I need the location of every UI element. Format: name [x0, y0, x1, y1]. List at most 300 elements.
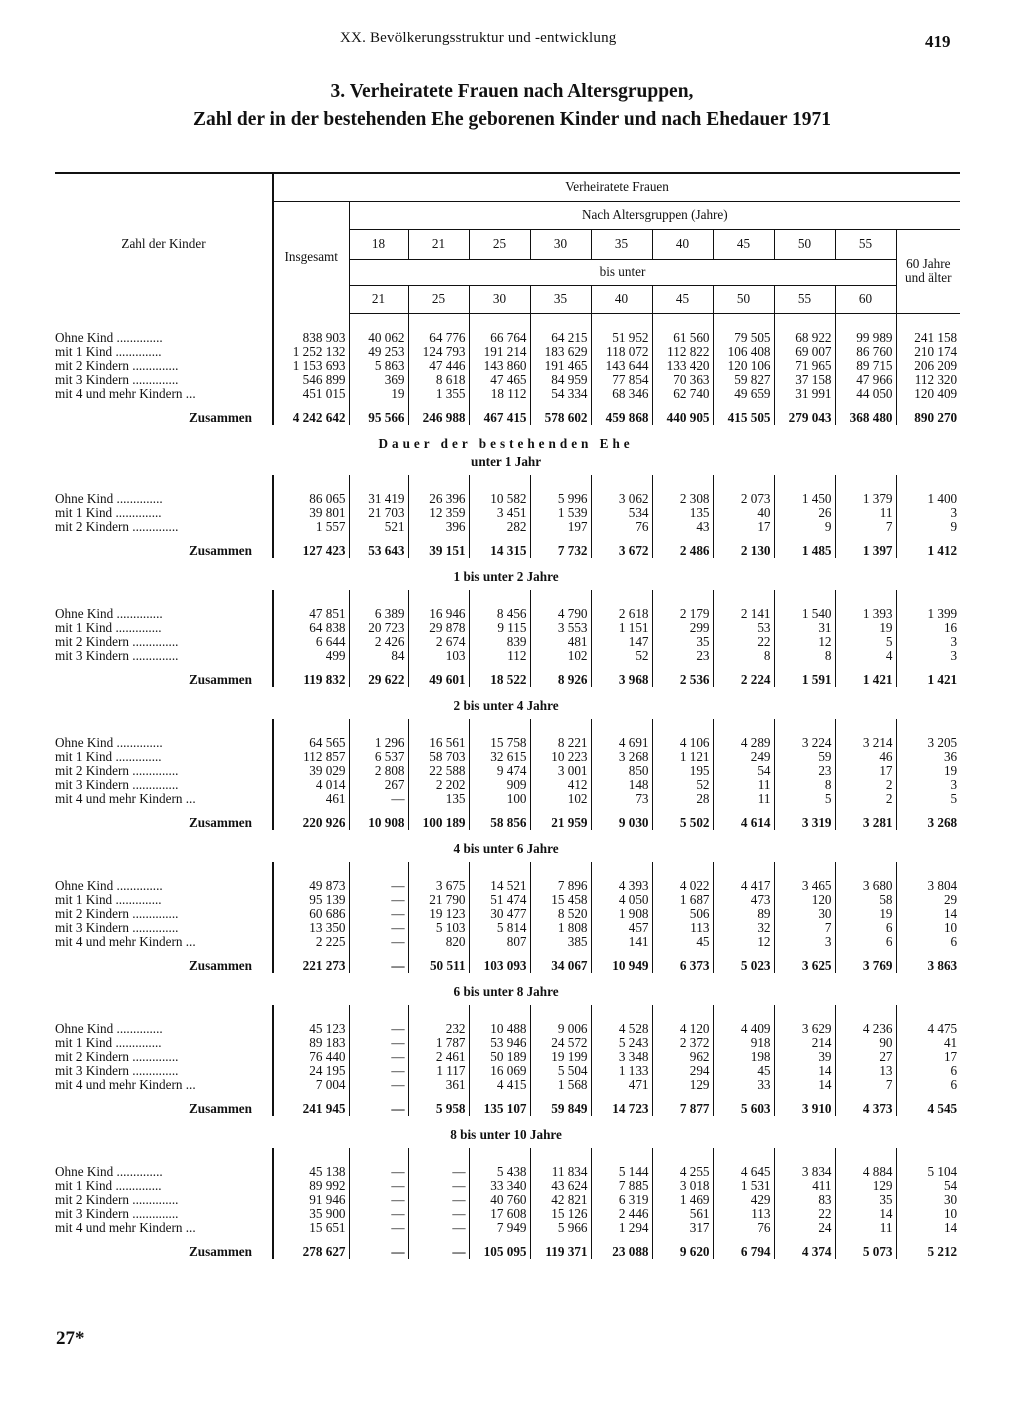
table-row	[55, 387, 960, 401]
value-cell: 5 212	[896, 1235, 960, 1259]
value-cell: 106 408	[713, 345, 774, 359]
value-cell: 118 072	[591, 345, 652, 359]
row-label: mit 1 Kind ..............	[55, 504, 162, 520]
value-cell: 3 451	[469, 506, 530, 520]
value-cell: 1 133	[591, 1064, 652, 1078]
value-cell: 24 572	[530, 1036, 591, 1050]
value-cell: 5 103	[408, 921, 469, 935]
value-cell: 53 946	[469, 1036, 530, 1050]
table-row	[55, 1050, 960, 1064]
section-heading-row	[55, 830, 960, 862]
age-header: Nach Altersgruppen (Jahre)	[349, 201, 960, 229]
value-cell: 451 015	[273, 387, 349, 401]
table-row	[55, 1022, 960, 1036]
value-cell: 39	[774, 1050, 835, 1064]
value-cell: 40 760	[469, 1193, 530, 1207]
value-cell: 3 769	[835, 949, 896, 973]
value-cell: 17	[835, 764, 896, 778]
value-cell: 9 620	[652, 1235, 713, 1259]
row-label: mit 2 Kindern ..............	[55, 762, 179, 778]
value-cell: 317	[652, 1221, 713, 1235]
section-heading-row	[55, 973, 960, 1005]
value-cell: 11	[835, 1221, 896, 1235]
row-label: mit 2 Kindern ..............	[55, 905, 179, 921]
value-cell: 8 926	[530, 663, 591, 687]
row-label: mit 2 Kindern ..............	[55, 1191, 179, 1207]
value-cell: 73	[591, 792, 652, 806]
value-cell: 8	[713, 649, 774, 663]
value-cell: 2 073	[713, 492, 774, 506]
value-cell: 135	[408, 792, 469, 806]
value-cell: 21 703	[349, 506, 408, 520]
value-cell: 54 334	[530, 387, 591, 401]
value-cell: 457	[591, 921, 652, 935]
value-cell: 14 521	[469, 879, 530, 893]
value-cell: 3 205	[896, 736, 960, 750]
value-cell: 60 686	[273, 907, 349, 921]
age-to-header: 35	[530, 285, 591, 313]
value-cell: 17 608	[469, 1207, 530, 1221]
value-cell: 2 426	[349, 635, 408, 649]
row-label: mit 3 Kindern ..............	[55, 647, 179, 663]
value-cell: 10 949	[591, 949, 652, 973]
value-cell: 820	[408, 935, 469, 949]
value-cell: 49 253	[349, 345, 408, 359]
value-cell: 5	[774, 792, 835, 806]
total-row	[55, 534, 960, 558]
value-cell: 129	[652, 1078, 713, 1092]
age-60-plus-header: 60 Jahre und älter	[896, 229, 960, 313]
age-from-header: 18	[349, 229, 408, 259]
value-cell: —	[349, 1092, 408, 1116]
value-cell: 3 062	[591, 492, 652, 506]
value-cell: —	[349, 1064, 408, 1078]
value-cell: 4 255	[652, 1165, 713, 1179]
age-from-header: 50	[774, 229, 835, 259]
value-cell: 5 863	[349, 359, 408, 373]
section-subtitle: unter 1 Jahr	[471, 453, 542, 469]
value-cell: 1 485	[774, 534, 835, 558]
value-cell: 12	[774, 635, 835, 649]
value-cell: 4 242 642	[273, 401, 349, 425]
value-cell: 61 560	[652, 331, 713, 345]
value-cell: 89 715	[835, 359, 896, 373]
value-cell: 5	[896, 792, 960, 806]
value-cell: 43	[652, 520, 713, 534]
value-cell: 76 440	[273, 1050, 349, 1064]
table-row	[55, 879, 960, 893]
value-cell: 52	[591, 649, 652, 663]
value-cell: 232	[408, 1022, 469, 1036]
row-label: Zusammen	[188, 542, 252, 558]
table-row	[55, 373, 960, 387]
value-cell: 4 691	[591, 736, 652, 750]
value-cell: 79 505	[713, 331, 774, 345]
value-cell: —	[349, 1050, 408, 1064]
value-cell: 3	[774, 935, 835, 949]
value-cell: 14	[896, 907, 960, 921]
value-cell: 14	[896, 1221, 960, 1235]
value-cell: 1 568	[530, 1078, 591, 1092]
value-cell: 69 007	[774, 345, 835, 359]
value-cell: 368 480	[835, 401, 896, 425]
value-cell: 62 740	[652, 387, 713, 401]
value-cell: 411	[774, 1179, 835, 1193]
value-cell: 9 030	[591, 806, 652, 830]
value-cell: 3 348	[591, 1050, 652, 1064]
value-cell: 3 465	[774, 879, 835, 893]
value-cell: 84 959	[530, 373, 591, 387]
value-cell: 5 966	[530, 1221, 591, 1235]
table-row	[55, 1078, 960, 1092]
value-cell: 112	[469, 649, 530, 663]
value-cell: 33	[713, 1078, 774, 1092]
value-cell: 4 022	[652, 879, 713, 893]
value-cell: 440 905	[652, 401, 713, 425]
value-cell: 9 474	[469, 764, 530, 778]
table-row	[55, 736, 960, 750]
section-heading-row	[55, 425, 960, 475]
value-cell: 14 315	[469, 534, 530, 558]
value-cell: 68 922	[774, 331, 835, 345]
value-cell: 4 106	[652, 736, 713, 750]
table-row	[55, 635, 960, 649]
value-cell: 124 793	[408, 345, 469, 359]
value-cell: —	[349, 1165, 408, 1179]
value-cell: 4 393	[591, 879, 652, 893]
table-row	[55, 778, 960, 792]
value-cell: 5 502	[652, 806, 713, 830]
value-cell: 64 565	[273, 736, 349, 750]
table-row	[55, 359, 960, 373]
value-cell: 7	[835, 520, 896, 534]
value-cell: —	[349, 893, 408, 907]
value-cell: 6 537	[349, 750, 408, 764]
value-cell: 5 504	[530, 1064, 591, 1078]
value-cell: 8 520	[530, 907, 591, 921]
value-cell: 91 946	[273, 1193, 349, 1207]
table-row	[55, 607, 960, 621]
value-cell: —	[349, 792, 408, 806]
table-row	[55, 1179, 960, 1193]
value-cell: 534	[591, 506, 652, 520]
value-cell: 16 561	[408, 736, 469, 750]
age-to-header: 40	[591, 285, 652, 313]
value-cell: 54	[713, 764, 774, 778]
value-cell: 220 926	[273, 806, 349, 830]
age-from-header: 45	[713, 229, 774, 259]
row-label: mit 2 Kindern ..............	[55, 518, 179, 534]
value-cell: 53	[713, 621, 774, 635]
value-cell: 113	[713, 1207, 774, 1221]
value-cell: 39 029	[273, 764, 349, 778]
value-cell: 3 268	[896, 806, 960, 830]
value-cell: 16 069	[469, 1064, 530, 1078]
value-cell: 34 067	[530, 949, 591, 973]
value-cell: 15 458	[530, 893, 591, 907]
value-cell: 76	[591, 520, 652, 534]
value-cell: 2	[835, 792, 896, 806]
value-cell: 546 899	[273, 373, 349, 387]
row-label: Ohne Kind ..............	[55, 877, 163, 893]
value-cell: 3 672	[591, 534, 652, 558]
total-row	[55, 949, 960, 973]
value-cell: 4 884	[835, 1165, 896, 1179]
row-label: mit 1 Kind ..............	[55, 891, 162, 907]
value-cell: 1 450	[774, 492, 835, 506]
value-cell: 20 723	[349, 621, 408, 635]
table-row	[55, 764, 960, 778]
value-cell: 51 474	[469, 893, 530, 907]
value-cell: 2 141	[713, 607, 774, 621]
value-cell: 30	[896, 1193, 960, 1207]
value-cell: 3 910	[774, 1092, 835, 1116]
value-cell: 9 006	[530, 1022, 591, 1036]
age-to-header: 21	[349, 285, 408, 313]
section-spacer	[55, 719, 960, 736]
value-cell: 2 224	[713, 663, 774, 687]
age-to-header: 25	[408, 285, 469, 313]
value-cell: 4 409	[713, 1022, 774, 1036]
total-row	[55, 401, 960, 425]
row-label: mit 3 Kindern ..............	[55, 1062, 179, 1078]
value-cell: 31	[774, 621, 835, 635]
value-cell: 10 908	[349, 806, 408, 830]
value-cell: 197	[530, 520, 591, 534]
row-label: mit 1 Kind ..............	[55, 343, 162, 359]
value-cell: 191 214	[469, 345, 530, 359]
table-row	[55, 893, 960, 907]
value-cell: 3	[896, 778, 960, 792]
value-cell: 11	[713, 778, 774, 792]
value-cell: 31 991	[774, 387, 835, 401]
value-cell: 5 144	[591, 1165, 652, 1179]
value-cell: 7 004	[273, 1078, 349, 1092]
age-from-header: 40	[652, 229, 713, 259]
value-cell: 1 252 132	[273, 345, 349, 359]
value-cell: 1 557	[273, 520, 349, 534]
value-cell: 3 680	[835, 879, 896, 893]
value-cell: 473	[713, 893, 774, 907]
section-title: Dauer der bestehenden Ehe	[378, 435, 634, 451]
total-row	[55, 1092, 960, 1116]
row-label: Ohne Kind ..............	[55, 490, 163, 506]
row-label: Zusammen	[188, 957, 252, 973]
value-cell: 369	[349, 373, 408, 387]
value-cell: 141	[591, 935, 652, 949]
table-row	[55, 1036, 960, 1050]
value-cell: —	[349, 1207, 408, 1221]
value-cell: 3 804	[896, 879, 960, 893]
section-spacer	[55, 1148, 960, 1165]
value-cell: 8 618	[408, 373, 469, 387]
value-cell: 103 093	[469, 949, 530, 973]
row-label: mit 4 und mehr Kindern ...	[55, 1219, 196, 1235]
value-cell: 19 199	[530, 1050, 591, 1064]
value-cell: 22	[774, 1207, 835, 1221]
value-cell: 32 615	[469, 750, 530, 764]
value-cell: 1 117	[408, 1064, 469, 1078]
value-cell: 6	[896, 1064, 960, 1078]
value-cell: 120 409	[896, 387, 960, 401]
value-cell: 1 400	[896, 492, 960, 506]
value-cell: 9	[774, 520, 835, 534]
value-cell: 35 900	[273, 1207, 349, 1221]
total-row	[55, 806, 960, 830]
value-cell: 1 540	[774, 607, 835, 621]
value-cell: 3	[896, 649, 960, 663]
value-cell: 6	[896, 1078, 960, 1092]
value-cell: 3 268	[591, 750, 652, 764]
row-label: mit 4 und mehr Kindern ...	[55, 933, 196, 949]
age-to-header: 60	[835, 285, 896, 313]
value-cell: 49 601	[408, 663, 469, 687]
value-cell: 4 475	[896, 1022, 960, 1036]
row-label: Zusammen	[188, 671, 252, 687]
value-cell: 578 602	[530, 401, 591, 425]
value-cell: —	[408, 1165, 469, 1179]
value-cell: 3	[896, 635, 960, 649]
value-cell: 19	[349, 387, 408, 401]
value-cell: 45 138	[273, 1165, 349, 1179]
value-cell: 13 350	[273, 921, 349, 935]
table-row	[55, 907, 960, 921]
value-cell: 30 477	[469, 907, 530, 921]
value-cell: 86 760	[835, 345, 896, 359]
value-cell: —	[349, 1179, 408, 1193]
row-label: mit 3 Kindern ..............	[55, 371, 179, 387]
section-heading-row	[55, 558, 960, 590]
value-cell: 5 023	[713, 949, 774, 973]
table-title	[0, 78, 1024, 134]
value-cell: 3 001	[530, 764, 591, 778]
value-cell: 113	[652, 921, 713, 935]
row-label: Zusammen	[188, 1243, 252, 1259]
value-cell: 4 289	[713, 736, 774, 750]
value-cell: 105 095	[469, 1235, 530, 1259]
title-line-1: 3. Verheiratete Frauen nach Altersgruppen,	[330, 81, 694, 102]
value-cell: 191 465	[530, 359, 591, 373]
value-cell: 2 461	[408, 1050, 469, 1064]
value-cell: 4 790	[530, 607, 591, 621]
value-cell: 27	[835, 1050, 896, 1064]
section-title: 2 bis unter 4 Jahre	[453, 697, 559, 713]
row-label: Ohne Kind ..............	[55, 605, 163, 621]
value-cell: 2 536	[652, 663, 713, 687]
value-cell: 129	[835, 1179, 896, 1193]
value-cell: 35	[652, 635, 713, 649]
value-cell: 214	[774, 1036, 835, 1050]
age-to-header: 55	[774, 285, 835, 313]
age-from-header: 35	[591, 229, 652, 259]
value-cell: 1 355	[408, 387, 469, 401]
value-cell: 1 121	[652, 750, 713, 764]
value-cell: 11	[713, 792, 774, 806]
value-cell: 103	[408, 649, 469, 663]
value-cell: 41	[896, 1036, 960, 1050]
value-cell: 4 374	[774, 1235, 835, 1259]
value-cell: 210 174	[896, 345, 960, 359]
value-cell: 18 522	[469, 663, 530, 687]
value-cell: —	[349, 935, 408, 949]
value-cell: 2 808	[349, 764, 408, 778]
value-cell: 40 062	[349, 331, 408, 345]
value-cell: 64 215	[530, 331, 591, 345]
value-cell: 890 270	[896, 401, 960, 425]
value-cell: 13	[835, 1064, 896, 1078]
value-cell: 909	[469, 778, 530, 792]
value-cell: 22	[713, 635, 774, 649]
row-label: mit 4 und mehr Kindern ...	[55, 790, 196, 806]
value-cell: 15 758	[469, 736, 530, 750]
value-cell: 40	[713, 506, 774, 520]
value-cell: 850	[591, 764, 652, 778]
value-cell: 206 209	[896, 359, 960, 373]
value-cell: —	[349, 907, 408, 921]
table-row	[55, 649, 960, 663]
section-title: 1 bis unter 2 Jahre	[453, 568, 559, 584]
value-cell: 29 622	[349, 663, 408, 687]
value-cell: —	[408, 1179, 469, 1193]
table-row	[55, 792, 960, 806]
value-cell: 2 225	[273, 935, 349, 949]
value-cell: 12	[713, 935, 774, 949]
value-cell: —	[349, 1078, 408, 1092]
table-row	[55, 345, 960, 359]
value-cell: 918	[713, 1036, 774, 1050]
value-cell: 4 614	[713, 806, 774, 830]
row-label: Ohne Kind ..............	[55, 329, 163, 345]
value-cell: 7 732	[530, 534, 591, 558]
table-body	[55, 313, 960, 1259]
value-cell: 52	[652, 778, 713, 792]
value-cell: 1 412	[896, 534, 960, 558]
value-cell: —	[349, 1022, 408, 1036]
value-cell: 21 959	[530, 806, 591, 830]
value-cell: 15 126	[530, 1207, 591, 1221]
value-cell: 135	[652, 506, 713, 520]
value-cell: 3 224	[774, 736, 835, 750]
value-cell: 3 553	[530, 621, 591, 635]
value-cell: 44 050	[835, 387, 896, 401]
section-heading-row	[55, 687, 960, 719]
total-row	[55, 1235, 960, 1259]
value-cell: 32	[713, 921, 774, 935]
table-row	[55, 1221, 960, 1235]
value-cell: 412	[530, 778, 591, 792]
value-cell: 2	[835, 778, 896, 792]
age-from-header: 55	[835, 229, 896, 259]
value-cell: —	[349, 949, 408, 973]
value-cell: 7	[774, 921, 835, 935]
value-cell: —	[408, 1221, 469, 1235]
table-row	[55, 506, 960, 520]
value-cell: 19	[835, 907, 896, 921]
value-cell: 70 363	[652, 373, 713, 387]
value-cell: 39 151	[408, 534, 469, 558]
value-cell: 279 043	[774, 401, 835, 425]
value-cell: 1 469	[652, 1193, 713, 1207]
value-cell: 1 908	[591, 907, 652, 921]
table-row	[55, 935, 960, 949]
value-cell: 76	[713, 1221, 774, 1235]
value-cell: —	[349, 1193, 408, 1207]
value-cell: 46	[835, 750, 896, 764]
value-cell: 59	[774, 750, 835, 764]
value-cell: 241 945	[273, 1092, 349, 1116]
value-cell: 119 832	[273, 663, 349, 687]
value-cell: 45 123	[273, 1022, 349, 1036]
